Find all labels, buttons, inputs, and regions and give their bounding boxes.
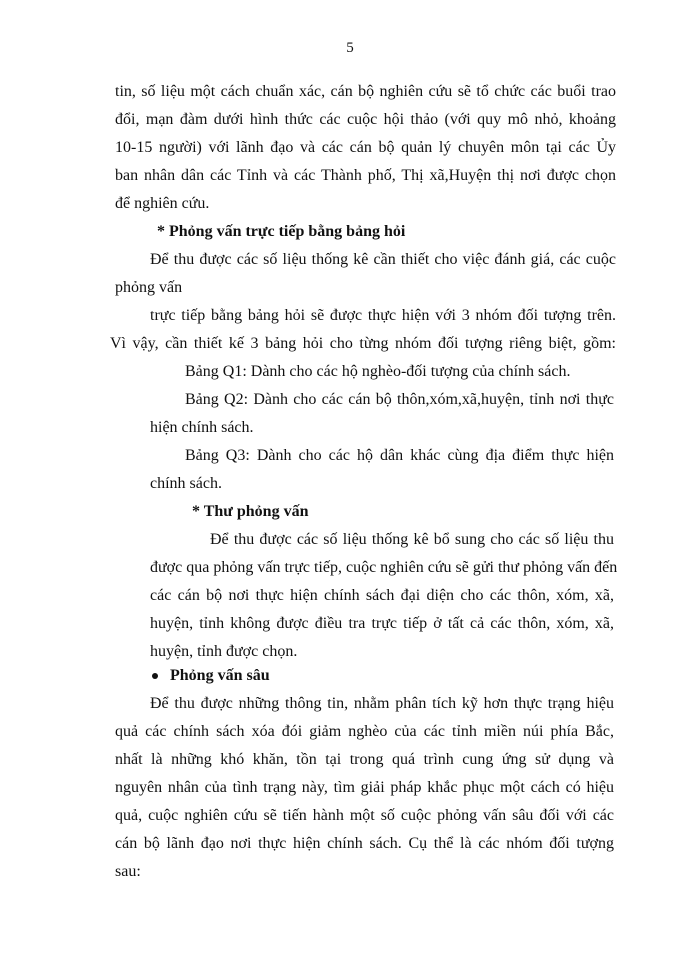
section-heading: * Phỏng vấn trực tiếp bằng bảng hỏi [157,223,406,240]
text-line: chính sách. [150,475,222,492]
text-line: 10-15 người) với lãnh đạo và các cán bộ quản lý chuyên môn tại các Ủy [115,139,616,156]
text-line: đổi, mạn đàm dưới hình thức các cuộc hội thảo (với quy mô nhỏ, khoảng [115,111,616,128]
text-line: cán bộ lãnh đạo nơi thực hiện chính sách. Cụ thể là các nhóm đối tượng [115,835,614,852]
section-heading: * Thư phỏng vấn [192,503,309,520]
text-line: quả, cuộc nghiên cứu sẽ tiến hành một số cuộc phỏng vấn sâu đối với các [115,807,614,824]
text-line: Vì vậy, cần thiết kế 3 bảng hỏi cho từng nhóm đối tượng riêng biệt, gồm: [110,335,616,352]
page-number: 5 [346,40,354,56]
text-line: ban nhân dân các Tỉnh và các Thành phố, Thị xã,Huyện thị nơi được chọn [115,167,616,184]
text-line: Để thu được các số liệu thống kê cần thiết cho việc đánh giá, các cuộc [150,251,616,268]
text-line: để nghiên cứu. [115,195,210,212]
text-line: huyện, tỉnh không được điều tra trực tiếp ở tất cả các thôn, xóm, xã, [150,615,614,632]
text-line: huyện, tỉnh được chọn. [150,643,298,660]
text-line: hiện chính sách. [150,419,254,436]
text-line: Bảng Q3: Dành cho các hộ dân khác cùng địa điểm thực hiện [185,447,614,464]
text-line: các cán bộ nơi thực hiện chính sách đại diện cho các thôn, xóm, xã, [150,587,614,604]
text-line: được qua phỏng vấn trực tiếp, cuộc nghiên cứu sẽ gửi thư phỏng vấn đến [150,559,618,576]
text-line: Bảng Q1: Dành cho các hộ nghèo-đối tượng của chính sách. [185,363,571,380]
text-line: Để thu được những thông tin, nhằm phân tích kỹ hơn thực trạng hiệu [150,695,614,712]
text-line: nhất là những khó khăn, tồn tại trong quá trình cung ứng sử dụng và [115,751,614,768]
text-line: sau: [115,863,141,880]
text-line: tin, số liệu một cách chuẩn xác, cán bộ nghiên cứu sẽ tổ chức các buổi trao [115,83,616,100]
text-line: Để thu được các số liệu thống kê bổ sung cho các số liệu thu [210,531,614,548]
text-line: Bảng Q2: Dành cho các cán bộ thôn,xóm,xã,huyện, tỉnh nơi thực [185,391,614,408]
text-line: trực tiếp bằng bảng hỏi sẽ được thực hiện với 3 nhóm đối tượng trên. [150,307,616,324]
text-line: quả các chính sách xóa đói giảm nghèo của các tỉnh miền núi phía Bắc, [115,723,614,740]
bullet-icon [152,673,158,679]
text-line: nguyên nhân của tình trạng này, tìm giải pháp khắc phục một cách có hiệu [115,779,614,796]
section-heading: Phỏng vấn sâu [170,667,270,684]
text-line: phỏng vấn [115,279,183,296]
